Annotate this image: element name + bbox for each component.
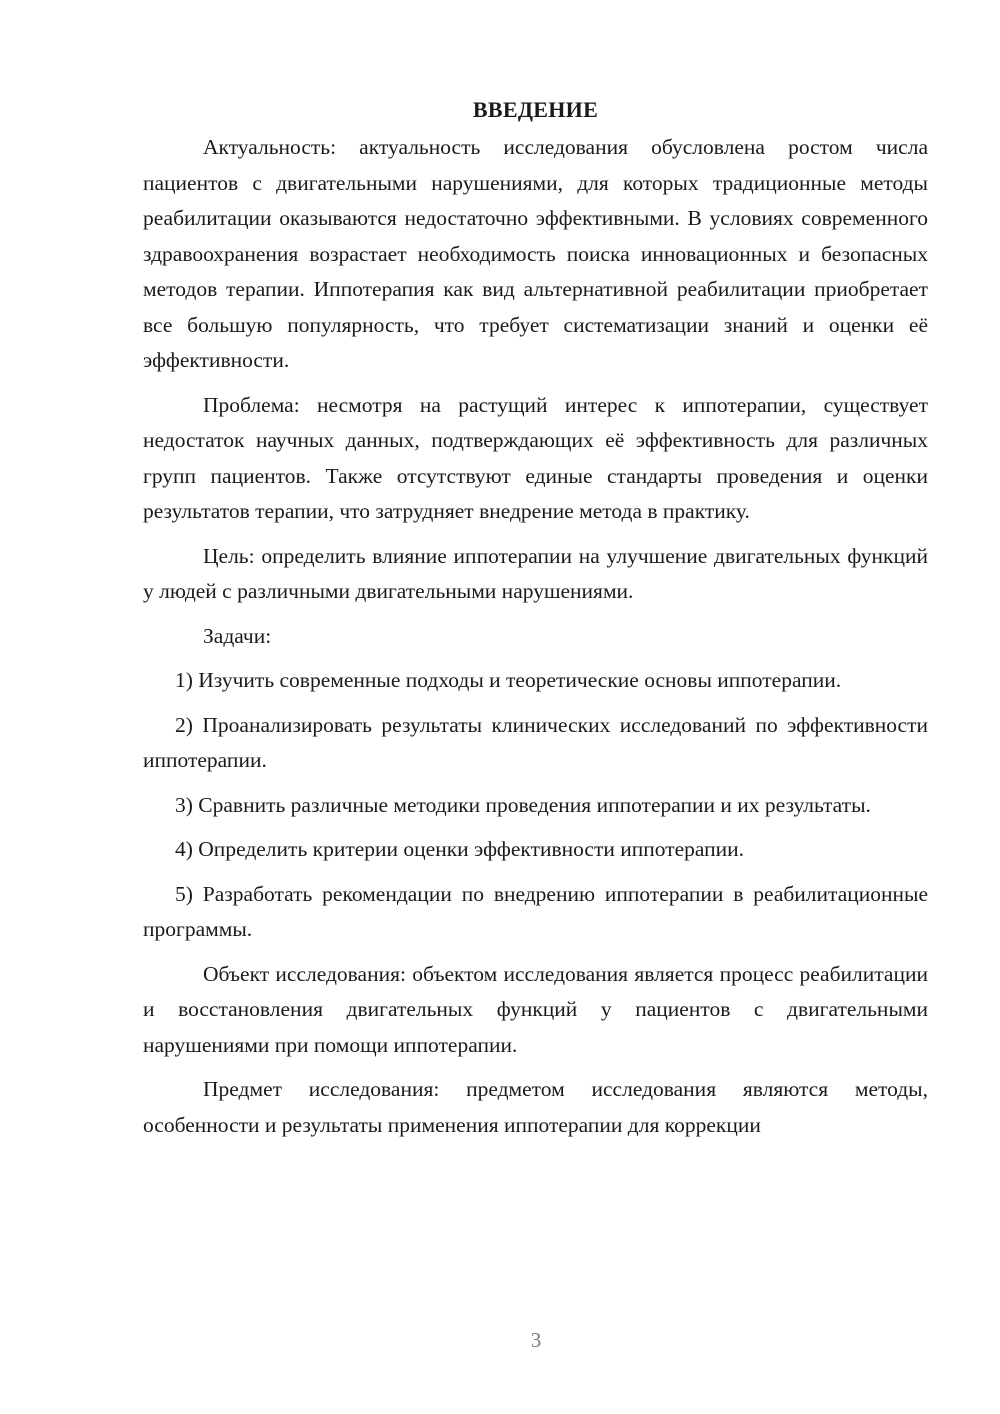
page-number: 3	[530, 1328, 542, 1352]
subject-paragraph: Предмет исследования: предметом исследования являются методы, особенности и результаты применения иппотерапии для коррекции	[143, 1077, 928, 1137]
goal-paragraph: Цель: определить влияние иппотерапии на улучшение двигательных функций у людей с различными двигательными нарушениями.	[143, 543, 928, 603]
relevance-paragraph: Актуальность: актуальность исследования обусловлена ростом числа пациентов с двигательными нарушениями, для которых традиционные методы реабилитации оказываются недостаточно эффективными. В условиях современного здравоохранения возрастает необходимость поиска инновационных и безопасных методов терапии. Иппотерапия как вид альтернативной реабилитации приобретает все большую популярность, что требует систематизации знаний и оценки её эффективности.	[143, 135, 928, 372]
tasks-label: Задачи:	[203, 623, 272, 648]
task-item-3: 3) Сравнить различные методики проведения иппотерапии и их результаты.	[175, 792, 871, 817]
task-item-2: 2) Проанализировать результаты клинических исследований по эффективности иппотерапии.	[143, 712, 928, 772]
task-item-4: 4) Определить критерии оценки эффективности иппотерапии.	[175, 837, 745, 861]
document-body	[143, 92, 928, 1152]
section-heading: ВВЕДЕНИЕ	[472, 97, 599, 122]
problem-paragraph: Проблема: несмотря на растущий интерес к иппотерапии, существует недостаток научных данных, подтверждающих её эффективность для различных групп пациентов. Также отсутствуют единые стандарты проведения и оценки результатов терапии, что затрудняет внедрение метода в практику.	[143, 392, 928, 523]
task-item-1: 1) Изучить современные подходы и теоретические основы иппотерапии.	[175, 668, 842, 692]
object-paragraph: Объект исследования: объектом исследования является процесс реабилитации и восстановления двигательных функций у пациентов с двигательными нарушениями при помощи иппотерапии.	[143, 961, 928, 1057]
task-item-5: 5) Разработать рекомендации по внедрению иппотерапии в реабилитационные программы.	[143, 881, 928, 941]
tasks-list	[143, 663, 928, 948]
